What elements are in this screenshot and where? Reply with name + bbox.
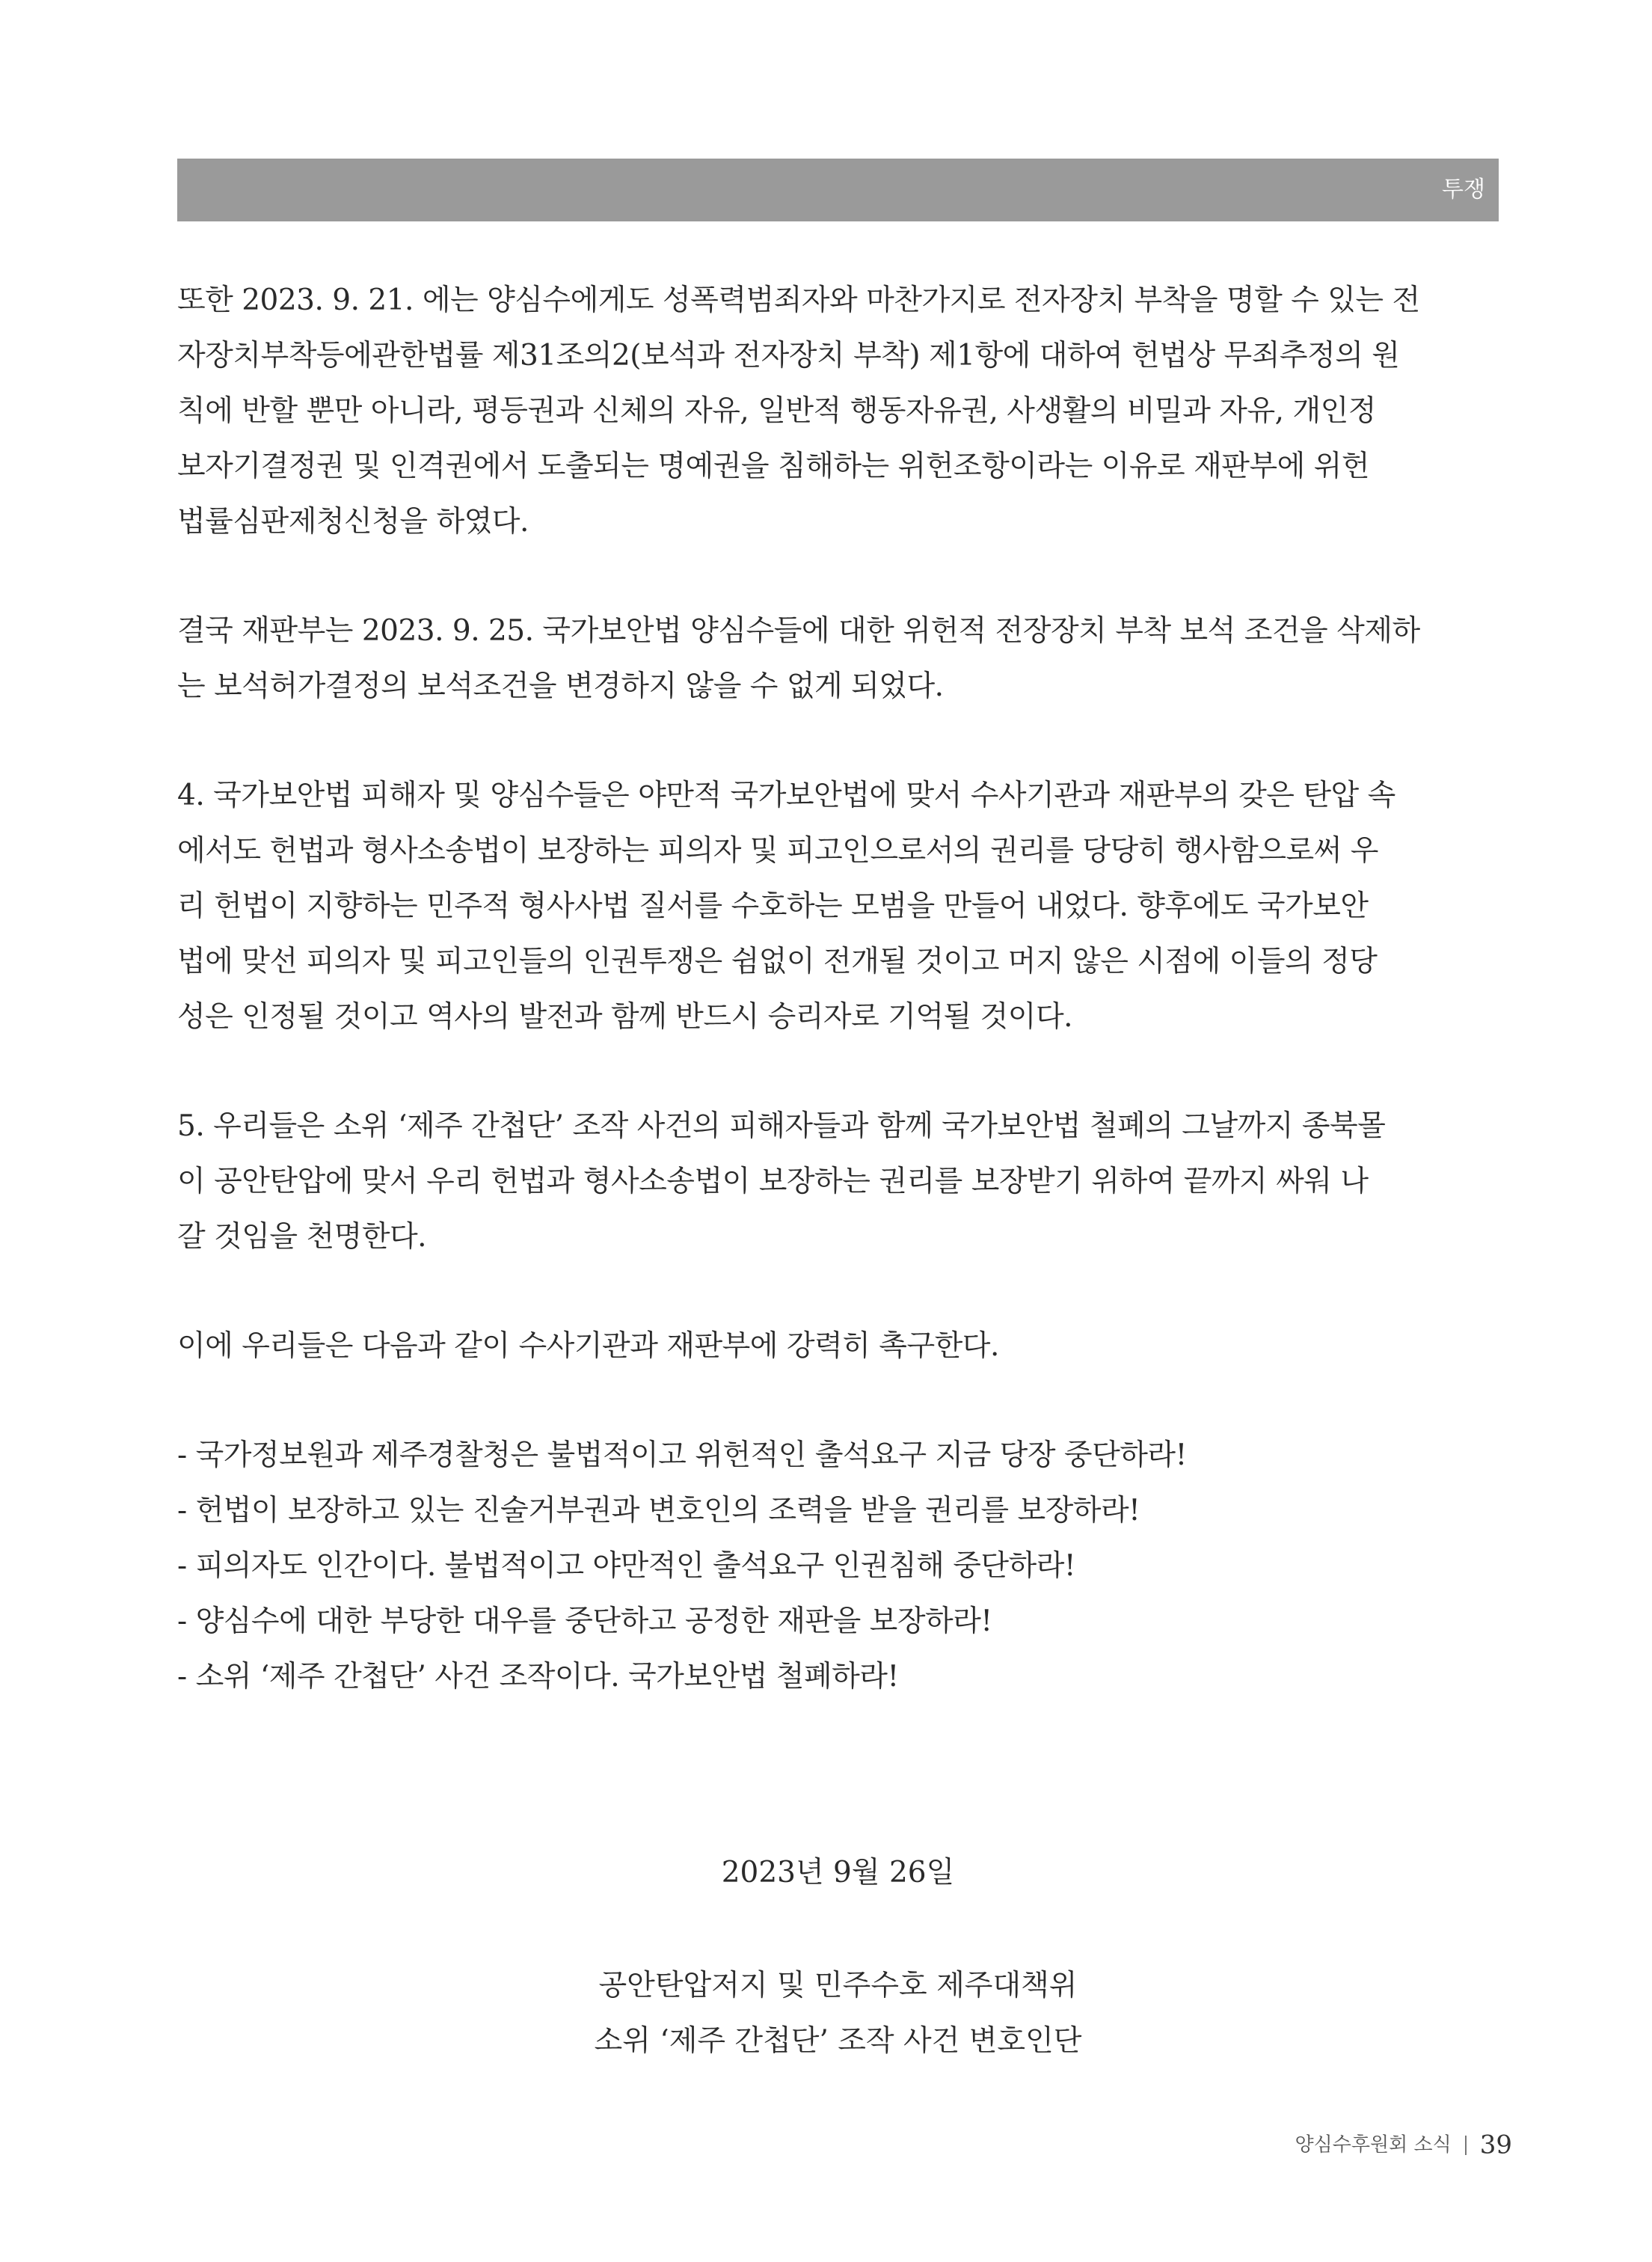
text-line: 5. 우리들은 소위 ‘제주 간첩단’ 조작 사건의 피해자들과 함께 국가보안법 철폐의 그날까지 종북몰 (177, 1109, 1386, 1143)
page-number: 39 (1479, 2130, 1512, 2160)
publication-name: 양심수후원회 소식 (1295, 2133, 1452, 2157)
text-line: 법에 맞선 피의자 및 피고인들의 인권투쟁은 쉼없이 전개될 것이고 머지 않은 시점에 이들의 정당 (177, 945, 1378, 978)
text-line: 또한 2023. 9. 21. 에는 양심수에게도 성폭력범죄자와 마찬가지로 전자장치 부착을 명할 수 있는 전 (177, 283, 1420, 317)
paragraph-point-5 (177, 1099, 1501, 1265)
paragraph-point-4 (177, 768, 1501, 1045)
demand-item: - 피의자도 인간이다. 불법적이고 야만적인 출석요구 인권침해 중단하라! (177, 1549, 1076, 1583)
page-footer (1295, 2126, 1512, 2163)
article-body (177, 273, 1501, 1705)
signer-name: 소위 ‘제주 간첩단’ 조작 사건 변호인단 (594, 2024, 1082, 2058)
text-line: 에서도 헌법과 형사소송법이 보장하는 피의자 및 피고인으로서의 권리를 당당히 행사함으로써 우 (177, 834, 1378, 868)
paragraph-demand-intro (177, 1319, 1501, 1374)
demand-item: - 소위 ‘제주 간첩단’ 사건 조작이다. 국가보안법 철폐하라! (177, 1660, 899, 1694)
text-line: 이에 우리들은 다음과 같이 수사기관과 재판부에 강력히 촉구한다. (177, 1329, 999, 1363)
section-header-bar (177, 159, 1499, 221)
text-line: 칙에 반할 뿐만 아니라, 평등권과 신체의 자유, 일반적 행동자유권, 사생활의 비밀과 자유, 개인정 (177, 394, 1376, 428)
text-line: 자장치부착등에관한법률 제31조의2(보석과 전자장치 부착) 제1항에 대하여 헌법상 무죄추정의 원 (177, 339, 1400, 373)
signer-name: 공안탄압저지 및 민주수호 제주대책위 (598, 1969, 1078, 2002)
text-line: 결국 재판부는 2023. 9. 25. 국가보안법 양심수들에 대한 위헌적 전장장치 부착 보석 조건을 삭제하 (177, 614, 1420, 648)
section-label: 투쟁 (1442, 177, 1485, 203)
statement-date (177, 1845, 1499, 1901)
date-text: 2023년 9월 26일 (721, 1856, 955, 1889)
text-line: 성은 인정될 것이고 역사의 발전과 함께 반드시 승리자로 기억될 것이다. (177, 1000, 1073, 1034)
signatories (177, 1958, 1499, 2069)
paragraph-constitutional-challenge (177, 273, 1501, 550)
text-line: 보자기결정권 및 인격권에서 도출되는 명예권을 침해하는 위헌조항이라는 이유로 재판부에 위헌 (177, 450, 1370, 483)
text-line: 는 보석허가결정의 보석조건을 변경하지 않을 수 없게 되었다. (177, 669, 944, 703)
text-line: 리 헌법이 지향하는 민주적 형사사법 질서를 수호하는 모범을 만들어 내었다. 향후에도 국가보안 (177, 889, 1369, 923)
paragraph-bail-condition (177, 604, 1501, 714)
text-line: 이 공안탄압에 맞서 우리 헌법과 형사소송법이 보장하는 권리를 보장받기 위하여 끝까지 싸워 나 (177, 1165, 1369, 1198)
text-line: 법률심판제청신청을 하였다. (177, 505, 529, 539)
demand-item: - 양심수에 대한 부당한 대우를 중단하고 공정한 재판을 보장하라! (177, 1604, 992, 1638)
text-line: 갈 것임을 천명한다. (177, 1220, 427, 1254)
footer-divider (1465, 2136, 1467, 2155)
demands-list (177, 1428, 1501, 1705)
demand-item: - 국가정보원과 제주경찰청은 불법적이고 위헌적인 출석요구 지금 당장 중단하라! (177, 1438, 1187, 1472)
text-line: 4. 국가보안법 피해자 및 양심수들은 야만적 국가보안법에 맞서 수사기관과 재판부의 갖은 탄압 속 (177, 779, 1395, 812)
demand-item: - 헌법이 보장하고 있는 진술거부권과 변호인의 조력을 받을 권리를 보장하라! (177, 1494, 1140, 1527)
